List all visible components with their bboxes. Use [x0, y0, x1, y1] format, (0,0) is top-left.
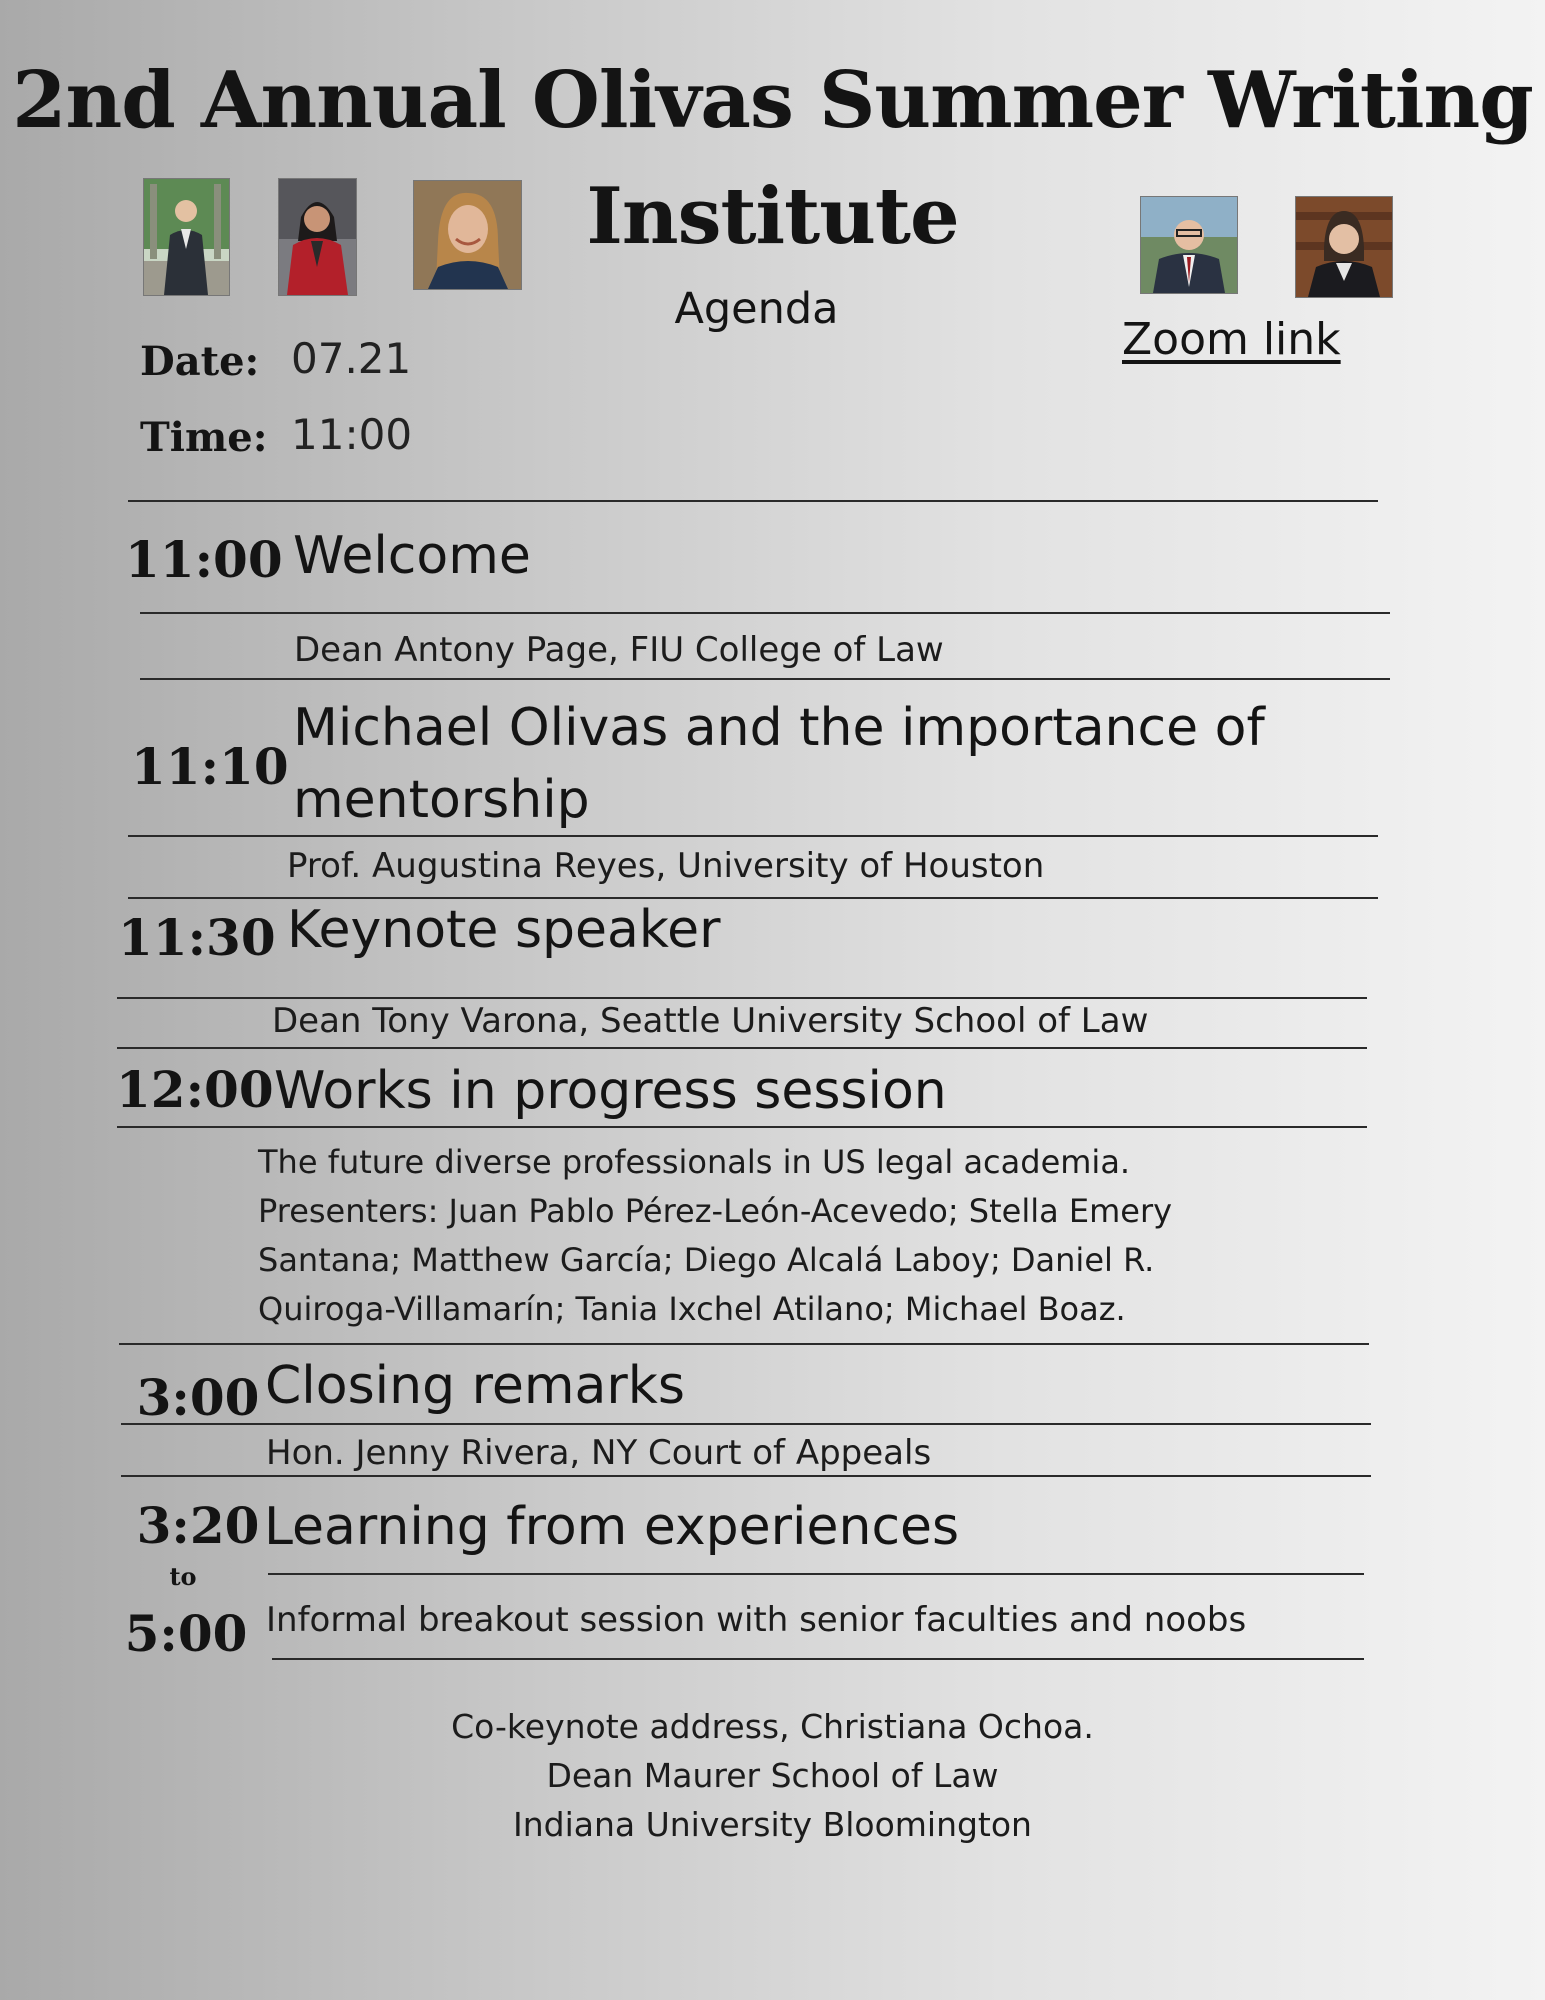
agenda-title-5: Closing remarks [265, 1356, 685, 1416]
date-label: Date: [140, 338, 260, 385]
footer-line: Dean Maurer School of Law [546, 1756, 999, 1795]
zoom-link[interactable]: Zoom link [1122, 314, 1341, 365]
page-title-line1: 2nd Annual Olivas Summer Writing [12, 55, 1533, 146]
divider [272, 1658, 1364, 1660]
agenda-detail-5: Hon. Jenny Rivera, NY Court of Appeals [266, 1433, 932, 1473]
speaker-photo-3 [413, 180, 522, 290]
divider [140, 612, 1390, 614]
date-value: 07.21 [291, 334, 412, 383]
footer-line: Indiana University Bloomington [513, 1805, 1032, 1844]
agenda-detail-6: Informal breakout session with senior faculties and noobs [266, 1600, 1247, 1640]
time-value: 11:00 [291, 410, 413, 459]
footer-notes [0, 1702, 1545, 1849]
agenda-time-3: 11:30 [118, 908, 276, 967]
agenda-time-4: 12:00 [116, 1060, 274, 1119]
divider [117, 1047, 1367, 1049]
divider [128, 835, 1378, 837]
page-title-line2: Institute [586, 171, 959, 262]
divider [119, 1343, 1369, 1345]
footer-line: Co-keynote address, Christiana Ochoa. [451, 1707, 1094, 1746]
divider [140, 678, 1390, 680]
agenda-time-1: 11:00 [125, 530, 283, 589]
speaker-photo-5 [1295, 196, 1393, 298]
agenda-title-2-line1: Michael Olivas and the importance of [293, 698, 1265, 758]
divider [121, 1423, 1371, 1425]
speaker-photo-4 [1140, 196, 1238, 294]
agenda-detail-1: Dean Antony Page, FIU College of Law [294, 630, 944, 670]
agenda-detail-4 [258, 1138, 1358, 1334]
divider [121, 1475, 1371, 1477]
agenda-time-6-end: 5:00 [124, 1604, 248, 1663]
divider [128, 500, 1378, 502]
agenda-time-2: 11:10 [131, 737, 289, 796]
agenda-title-6: Learning from experiences [264, 1497, 960, 1557]
agenda-time-5: 3:00 [136, 1368, 260, 1427]
agenda-title-2-line2: mentorship [293, 770, 590, 830]
agenda-title-3: Keynote speaker [287, 900, 721, 960]
speaker-photo-2 [278, 178, 357, 296]
agenda-detail-3: Dean Tony Varona, Seattle University School of Law [272, 1001, 1149, 1041]
speaker-photo-1 [143, 178, 230, 296]
time-label: Time: [140, 414, 268, 461]
agenda-detail-4-line: Quiroga-Villamarín; Tania Ixchel Atilano; Michael Boaz. [258, 1290, 1126, 1328]
divider [268, 1573, 1364, 1575]
agenda-title-1: Welcome [293, 526, 531, 586]
agenda-time-6-start: 3:20 [136, 1496, 260, 1555]
agenda-title-4: Works in progress session [274, 1061, 947, 1121]
divider [117, 997, 1367, 999]
agenda-detail-4-line: Santana; Matthew García; Diego Alcalá Laboy; Daniel R. [258, 1241, 1155, 1279]
agenda-detail-2: Prof. Augustina Reyes, University of Houston [287, 846, 1045, 886]
agenda-detail-4-line: Presenters: Juan Pablo Pérez-León-Acevedo; Stella Emery [258, 1192, 1173, 1230]
divider [128, 897, 1378, 899]
page-subtitle: Agenda [674, 284, 839, 334]
agenda-time-6-sep: to [169, 1562, 197, 1591]
divider [117, 1126, 1367, 1128]
agenda-detail-4-line: The future diverse professionals in US legal academia. [258, 1143, 1131, 1181]
